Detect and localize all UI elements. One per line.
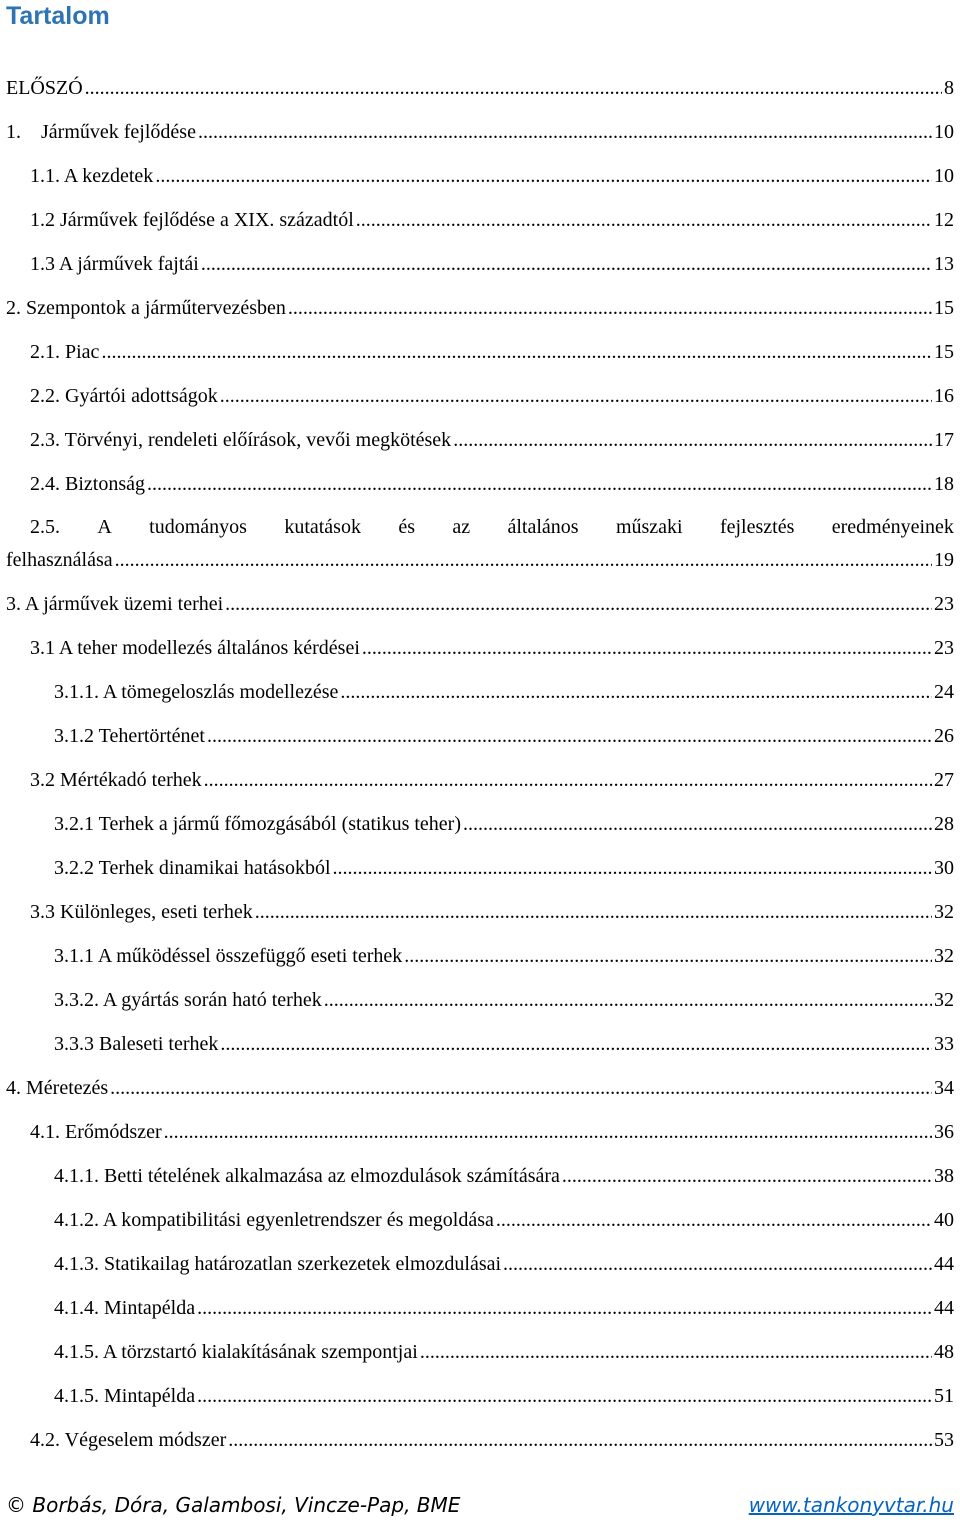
toc-entry[interactable] <box>54 1296 954 1320</box>
toc-entry-label: 3.3.3 Baleseti terhek <box>54 1033 219 1055</box>
toc-entry[interactable] <box>54 944 954 968</box>
toc-entry[interactable] <box>30 384 954 408</box>
toc-leader-dots <box>198 120 932 144</box>
toc-leader-dots <box>503 1252 932 1276</box>
toc-entry-word: az <box>452 516 471 538</box>
toc-leader-dots <box>220 1032 932 1056</box>
toc-leader-dots <box>453 428 932 452</box>
toc-leader-dots <box>228 1428 932 1452</box>
toc-leader-dots <box>207 724 932 748</box>
toc-entry-label: 3. A járművek üzemi terhei <box>6 593 224 615</box>
toc-entry-page: 19 <box>934 549 954 571</box>
toc-entry-label: 4.1.3. Statikailag határozatlan szerkezetek elmozdulásai <box>54 1253 502 1275</box>
toc-entry-label: 4.1.4. Mintapélda <box>54 1297 196 1319</box>
toc-entry[interactable] <box>54 988 954 1012</box>
toc-entry-label: 2.2. Gyártói adottságok <box>30 385 218 407</box>
toc-entry-word: eredményeinek <box>831 516 954 538</box>
toc-entry[interactable] <box>6 1076 954 1100</box>
toc-entry-label: 1.1. A kezdetek <box>30 165 154 187</box>
toc-entry[interactable] <box>54 724 954 748</box>
toc-entry-page: 38 <box>934 1165 954 1187</box>
toc-entry-word: és <box>398 516 415 538</box>
toc-entry-page: 13 <box>934 253 954 275</box>
toc-entry-page: 12 <box>934 209 954 231</box>
toc-leader-dots <box>333 856 932 880</box>
toc-entry-label: 3.1.1 A működéssel összefüggő eseti terhek <box>54 945 403 967</box>
toc-entry-label: 3.3 Különleges, eseti terhek <box>30 901 253 923</box>
toc-entry-page: 8 <box>944 77 954 99</box>
toc-entry-page: 24 <box>934 681 954 703</box>
toc-entry-label: 3.2 Mértékadó terhek <box>30 769 202 791</box>
toc-leader-dots <box>340 680 932 704</box>
toc-leader-dots <box>101 340 932 364</box>
toc-entry[interactable] <box>54 1340 954 1364</box>
toc-entry-label: 3.3.2. A gyártás során ható terhek <box>54 989 322 1011</box>
toc-leader-dots <box>255 900 932 924</box>
toc-entry-page: 33 <box>934 1033 954 1055</box>
toc-leader-dots <box>496 1208 932 1232</box>
toc-entry-page: 15 <box>934 297 954 319</box>
toc-entry-page: 23 <box>934 593 954 615</box>
toc-entry-page: 51 <box>934 1385 954 1407</box>
toc-entry-word: fejlesztés <box>719 516 795 538</box>
toc-entry[interactable] <box>30 164 954 188</box>
toc-leader-dots <box>288 296 932 320</box>
toc-entry-page: 17 <box>934 429 954 451</box>
toc-leader-dots <box>204 768 932 792</box>
toc-entry-word: kutatások <box>284 516 361 538</box>
website-link[interactable]: www.tankonyvtar.hu <box>748 1493 954 1517</box>
toc-entry-page: 28 <box>934 813 954 835</box>
toc-leader-dots <box>197 1296 932 1320</box>
toc-entry-page: 44 <box>934 1297 954 1319</box>
toc-entry-page: 16 <box>934 385 954 407</box>
toc-entry[interactable] <box>30 900 954 924</box>
toc-entry-label: 4.1.5. Mintapélda <box>54 1385 196 1407</box>
toc-entry[interactable] <box>54 1164 954 1188</box>
toc-entry-label: 1. Járművek fejlődése <box>6 121 196 143</box>
toc-entry-label: 4.1.2. A kompatibilitási egyenletrendszer és megoldása <box>54 1209 494 1231</box>
toc-entry-page: 15 <box>934 341 954 363</box>
toc-entry[interactable] <box>30 428 954 452</box>
toc-entry-label: ELŐSZÓ <box>6 77 83 99</box>
toc-entry-label-line <box>30 515 954 539</box>
toc-leader-dots <box>404 944 932 968</box>
toc-entry-label: 2. Szempontok a járműtervezésben <box>6 297 286 319</box>
toc-leader-dots <box>197 1384 932 1408</box>
toc-entry-label: 1.3 A járművek fajtái <box>30 253 199 275</box>
toc-leader-dots <box>201 252 932 276</box>
toc-leader-dots <box>155 164 932 188</box>
toc-leader-dots <box>115 548 932 572</box>
toc-entry-word: tudományos <box>149 516 247 538</box>
toc-entry-label: 3.1 A teher modellezés általános kérdései <box>30 637 360 659</box>
toc-entry-word: A <box>97 516 112 538</box>
copyright-notice: © Borbás, Dóra, Galambosi, Vincze-Pap, BME <box>6 1493 461 1517</box>
toc-entry[interactable] <box>30 252 954 276</box>
toc-entry-label: felhasználása <box>6 549 113 571</box>
toc-entry-page: 18 <box>934 473 954 495</box>
toc-leader-dots <box>420 1340 932 1364</box>
toc-entry[interactable] <box>6 296 954 320</box>
toc-entry[interactable] <box>6 120 954 144</box>
toc-entry-continuation[interactable] <box>6 548 954 572</box>
toc-entry-label: 3.1.2 Tehertörténet <box>54 725 205 747</box>
toc-entry-label: 2.3. Törvényi, rendeleti előírások, vevői megkötések <box>30 429 452 451</box>
toc-entry-word: általános <box>507 516 579 538</box>
toc-entry-label: 3.2.1 Terhek a jármű főmozgásából (statikus teher) <box>54 813 461 835</box>
toc-leader-dots <box>220 384 932 408</box>
toc-entry[interactable] <box>54 1208 954 1232</box>
toc-entry[interactable] <box>30 1120 954 1144</box>
toc-leader-dots <box>164 1120 932 1144</box>
toc-entry-page: 36 <box>934 1121 954 1143</box>
toc-entry-page: 40 <box>934 1209 954 1231</box>
toc-leader-dots <box>324 988 932 1012</box>
toc-entry-page: 34 <box>934 1077 954 1099</box>
toc-entry[interactable] <box>30 515 954 539</box>
toc-entry-label: 2.1. Piac <box>30 341 100 363</box>
toc-entry[interactable] <box>54 1252 954 1276</box>
toc-entry[interactable] <box>6 592 954 616</box>
toc-entry[interactable] <box>30 636 954 660</box>
toc-entry-label: 3.2.2 Terhek dinamikai hatásokból <box>54 857 331 879</box>
page-footer <box>6 1493 954 1517</box>
toc-entry-page: 53 <box>934 1429 954 1451</box>
toc-leader-dots <box>225 592 932 616</box>
toc-entry[interactable] <box>54 812 954 836</box>
toc-entry-label: 4.1.5. A törzstartó kialakításának szempontjai <box>54 1341 418 1363</box>
toc-entry-word: 2.5. <box>30 516 60 538</box>
toc-leader-dots <box>362 636 932 660</box>
toc-entry-label: 2.4. Biztonság <box>30 473 145 495</box>
toc-entry[interactable] <box>54 1032 954 1056</box>
toc-entry[interactable] <box>6 76 954 100</box>
toc-entry-label: 4.1. Erőmódszer <box>30 1121 162 1143</box>
toc-entry-page: 26 <box>934 725 954 747</box>
toc-entry-page: 10 <box>934 121 954 143</box>
toc-entry[interactable] <box>30 208 954 232</box>
toc-entry-page: 48 <box>934 1341 954 1363</box>
toc-leader-dots <box>562 1164 932 1188</box>
toc-entry-label: 3.1.1. A tömegeloszlás modellezése <box>54 681 339 703</box>
toc-entry-page: 44 <box>934 1253 954 1275</box>
toc-entry-word: műszaki <box>615 516 683 538</box>
toc-entry-page: 10 <box>934 165 954 187</box>
toc-entry-page: 30 <box>934 857 954 879</box>
toc-entry-label: 1.2 Járművek fejlődése a XIX. századtól <box>30 209 354 231</box>
toc-entry-label: 4.1.1. Betti tételének alkalmazása az elmozdulások számítására <box>54 1165 560 1187</box>
toc-entry[interactable] <box>54 856 954 880</box>
toc-entry-page: 27 <box>934 769 954 791</box>
page-title: Tartalom <box>6 2 110 30</box>
toc-entry-page: 32 <box>934 901 954 923</box>
toc-entry[interactable] <box>54 1384 954 1408</box>
toc-entry-page: 32 <box>934 945 954 967</box>
toc-entry-label: 4. Méretezés <box>6 1077 109 1099</box>
toc-entry[interactable] <box>54 680 954 704</box>
toc-entry[interactable] <box>30 768 954 792</box>
toc-leader-dots <box>110 1076 932 1100</box>
toc-entry[interactable] <box>30 1428 954 1452</box>
toc-entry-page: 32 <box>934 989 954 1011</box>
toc-entry-page: 23 <box>934 637 954 659</box>
toc-leader-dots <box>463 812 932 836</box>
toc-leader-dots <box>356 208 932 232</box>
toc-leader-dots <box>147 472 932 496</box>
toc-entry[interactable] <box>30 340 954 364</box>
toc-entry[interactable] <box>30 472 954 496</box>
toc-entry-label: 4.2. Végeselem módszer <box>30 1429 227 1451</box>
toc-leader-dots <box>85 76 942 100</box>
